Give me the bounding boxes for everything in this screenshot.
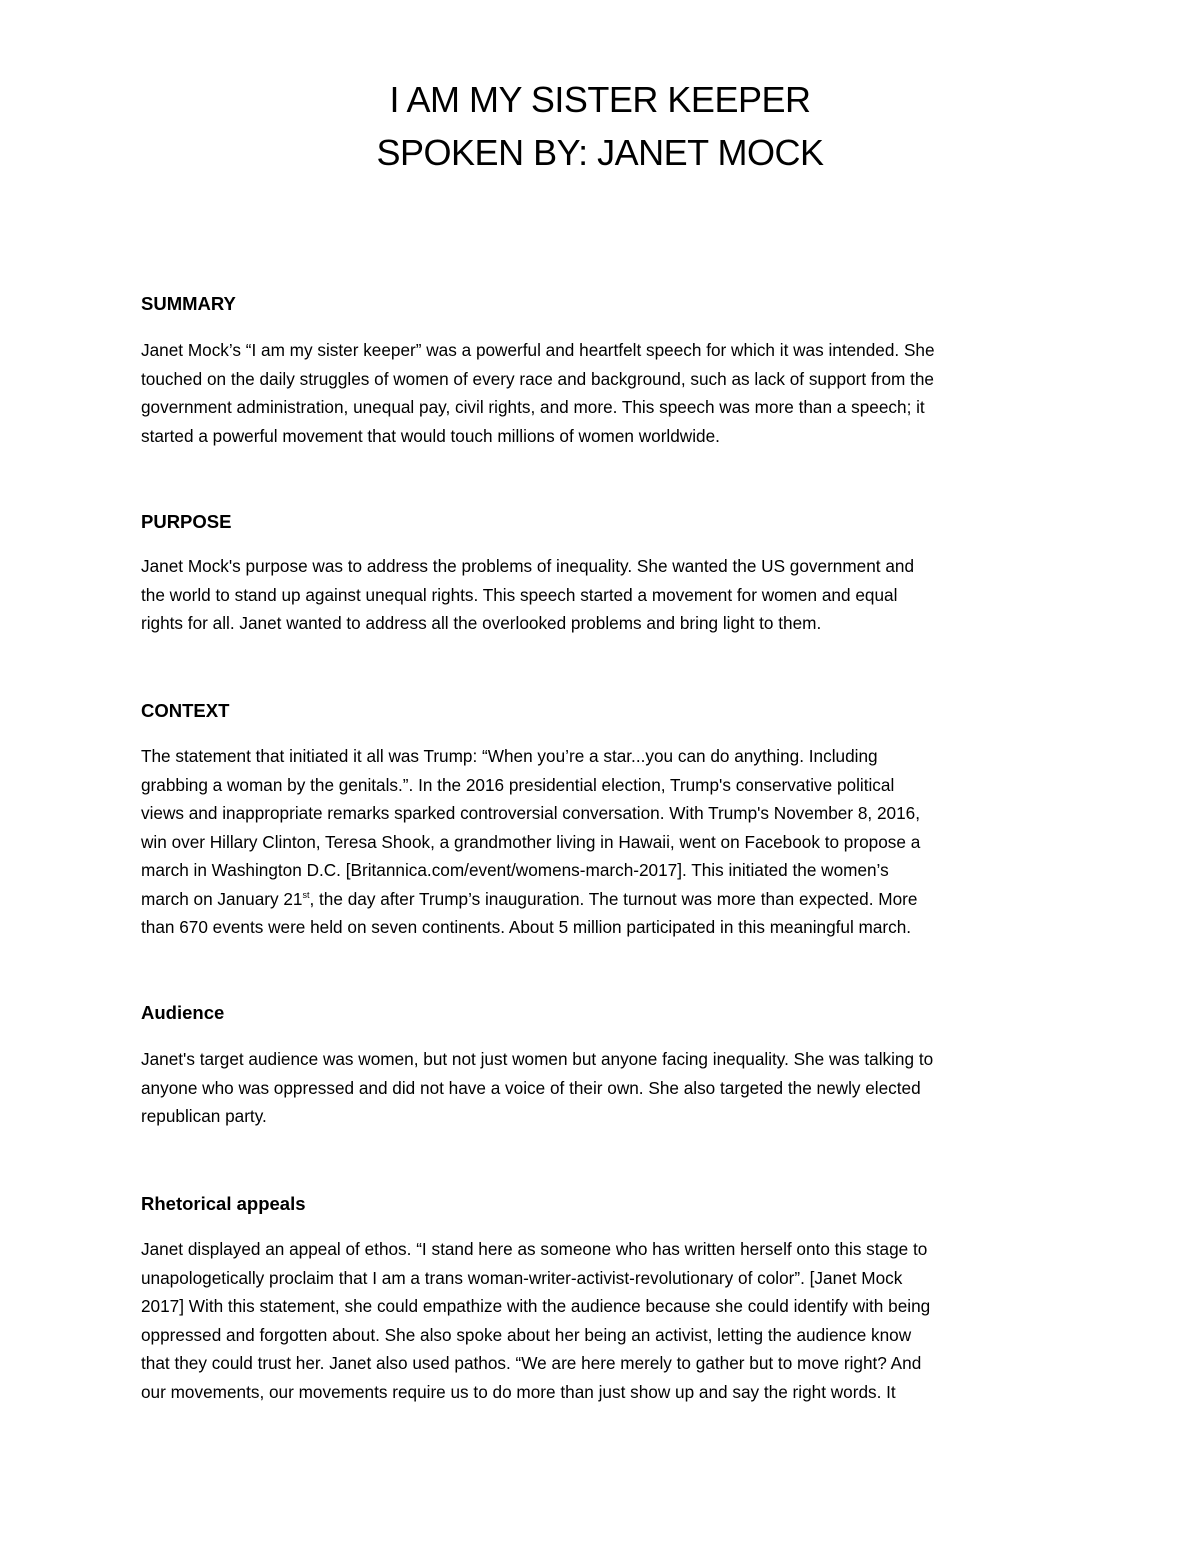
purpose-line: rights for all. Janet wanted to address all the overlooked problems and bring light to them.	[141, 613, 822, 633]
purpose-heading: PURPOSE	[141, 511, 232, 532]
rhetorical-line: our movements, our movements require us to do more than just show up and say the right words. It	[141, 1381, 896, 1402]
summary-line: government administration, unequal pay, civil rights, and more. This speech was more than a speech; it	[141, 397, 925, 417]
context-line	[141, 885, 1059, 914]
context-paragraph	[141, 742, 1059, 942]
summary-line: started a powerful movement that would touch millions of women worldwide.	[141, 425, 720, 446]
audience-paragraph	[141, 1045, 1059, 1131]
context-line-6-start: march on January 21	[141, 888, 303, 909]
audience-line: anyone who was oppressed and did not have a voice of their own. She also targeted the newly elected	[141, 1077, 921, 1098]
document-title-line-2: SPOKEN BY: JANET MOCK	[376, 132, 824, 173]
summary-heading: SUMMARY	[141, 293, 236, 314]
summary-paragraph	[141, 336, 1059, 450]
summary-line: Janet Mock’s “I am my sister keeper” was a powerful and heartfelt speech for which it was intended. She	[141, 340, 935, 360]
rhetorical-line: oppressed and forgotten about. She also spoke about her being an activist, letting the audience know	[141, 1324, 912, 1345]
rhetorical-line: unapologetically proclaim that I am a trans woman-writer-activist-revolutionary of color”. [Janet Mock	[141, 1267, 903, 1288]
context-line: grabbing a woman by the genitals.”. In the 2016 presidential election, Trump's conservative political	[141, 774, 895, 795]
context-line: win over Hillary Clinton, Teresa Shook, a grandmother living in Hawaii, went on Facebook to propose a	[141, 831, 921, 852]
audience-heading: Audience	[141, 1002, 225, 1023]
context-line: than 670 events were held on seven continents. About 5 million participated in this meaningful march.	[141, 917, 912, 937]
purpose-paragraph	[141, 552, 1059, 638]
context-line: march in Washington D.C. [Britannica.com/event/womens-march-2017]. This initiated the women’s	[141, 860, 889, 880]
purpose-line: Janet Mock's purpose was to address the problems of inequality. She wanted the US government and	[141, 556, 915, 576]
rhetorical-appeals-paragraph	[141, 1235, 1059, 1406]
rhetorical-appeals-heading: Rhetorical appeals	[141, 1193, 306, 1214]
document-title-line-1: I AM MY SISTER KEEPER	[389, 79, 811, 120]
audience-line: Janet's target audience was women, but not just women but anyone facing inequality. She was talking to	[141, 1049, 934, 1069]
rhetorical-line: that they could trust her. Janet also used pathos. “We are here merely to gather but to move right? And	[141, 1353, 922, 1373]
context-line: The statement that initiated it all was Trump: “When you’re a star...you can do anything. Including	[141, 746, 878, 766]
rhetorical-line: Janet displayed an appeal of ethos. “I stand here as someone who has written herself onto this stage to	[141, 1239, 928, 1259]
context-line: views and inappropriate remarks sparked controversial conversation. With Trump's November 8, 2016,	[141, 803, 920, 823]
ordinal-suffix: st	[302, 889, 310, 900]
context-line-6-end: , the day after Trump’s inauguration. The turnout was more than expected. More	[309, 888, 918, 909]
audience-line: republican party.	[141, 1106, 267, 1126]
summary-line: touched on the daily struggles of women of every race and background, such as lack of support from the	[141, 368, 934, 389]
rhetorical-line: 2017] With this statement, she could empathize with the audience because she could identify with being	[141, 1296, 931, 1316]
purpose-line: the world to stand up against unequal rights. This speech started a movement for women and equal	[141, 584, 898, 605]
context-heading: CONTEXT	[141, 700, 230, 721]
